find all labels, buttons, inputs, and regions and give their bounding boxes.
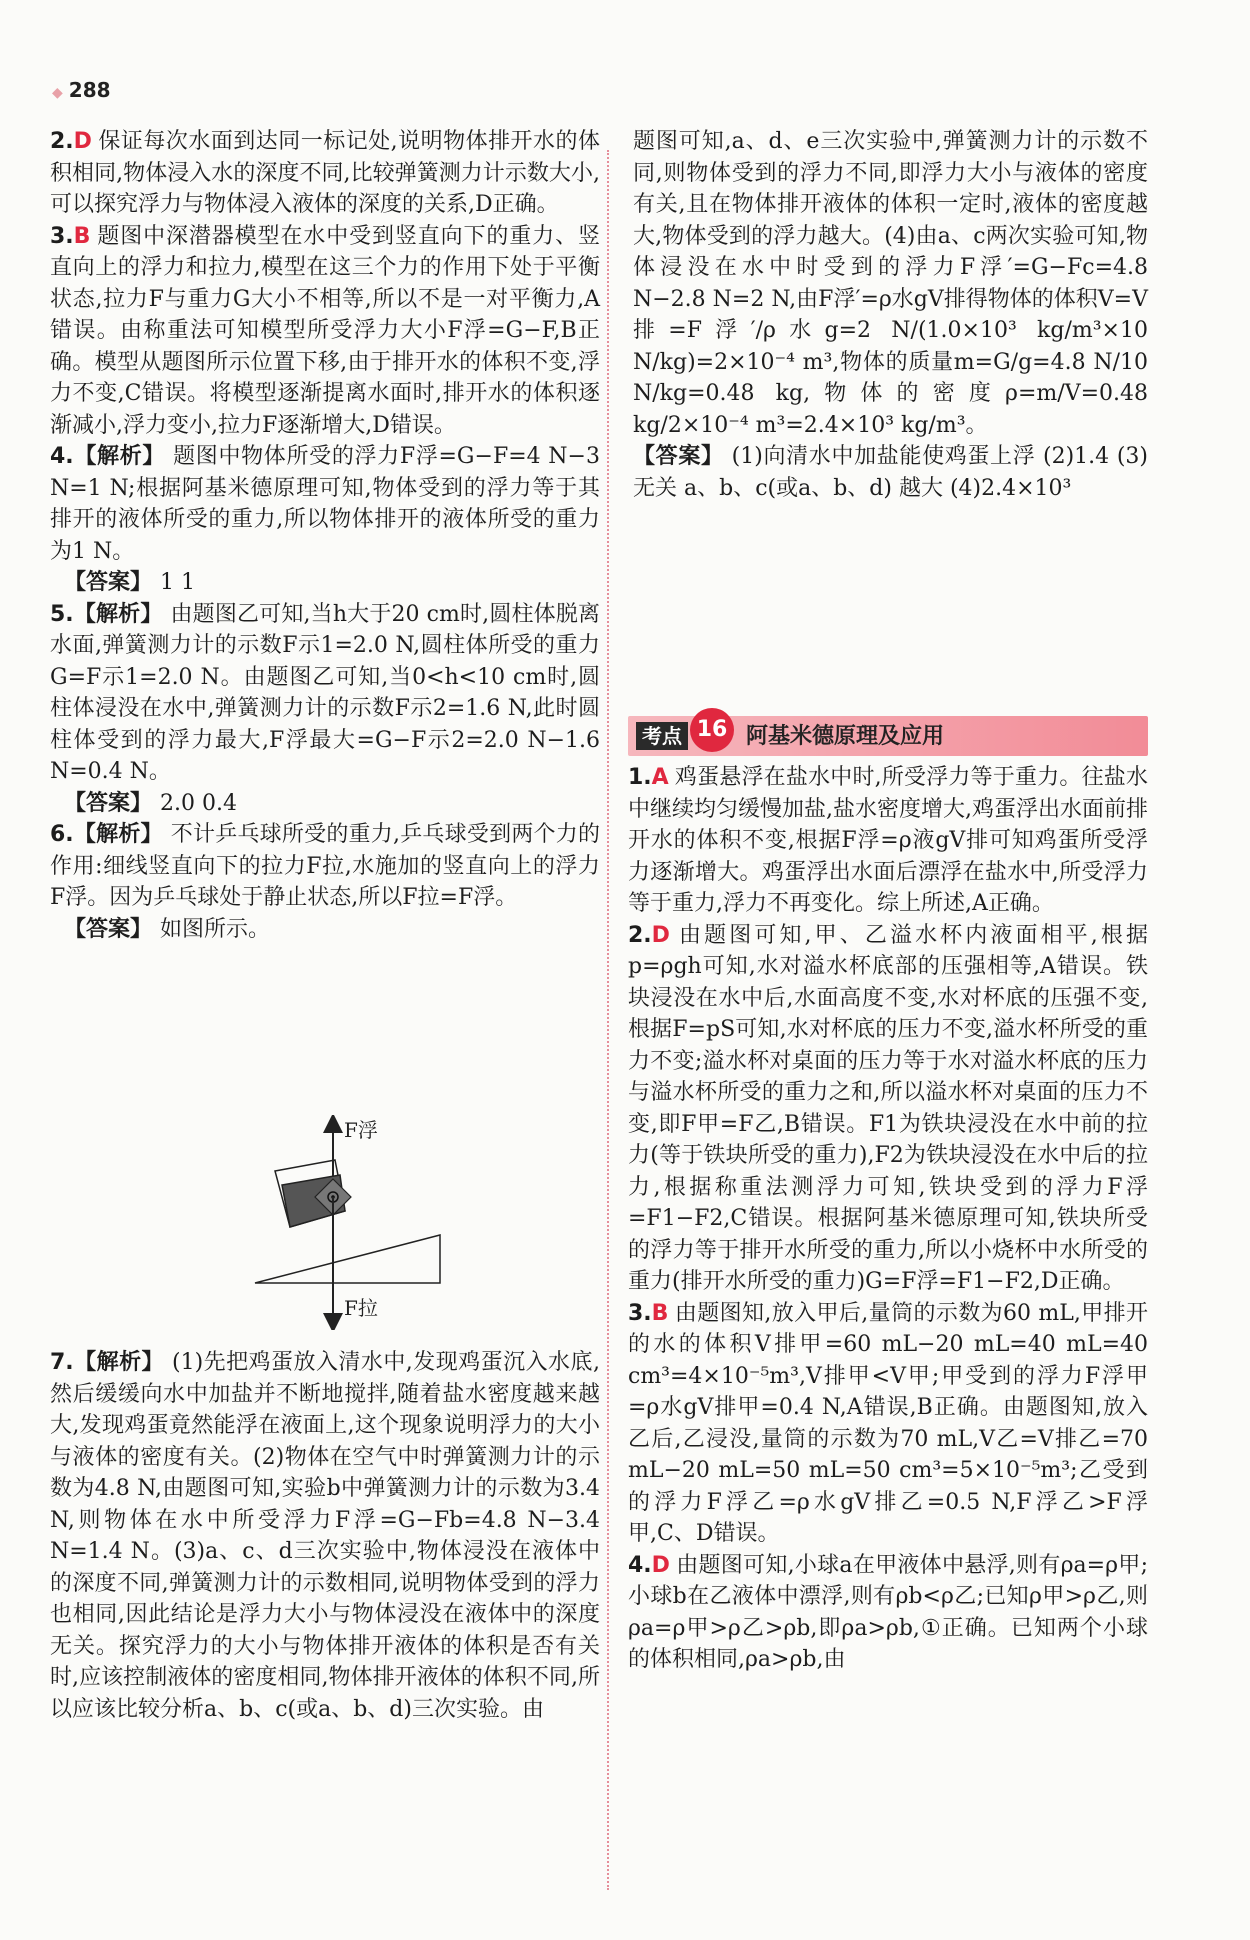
question-16-3: 3.B 由题图知,放入甲后,量筒的示数为60 mL,甲排开的水的体积V排甲=60 mL−20 mL=40 mL=40 cm³=4×10⁻⁵m³,V排甲<V甲;甲受到的浮力F浮甲=ρ水gV排甲=0.4 N,A错误,B正确。由题图知,放入乙后,乙浸没,量筒的示数为70 mL,V乙=V排乙=70 mL−20 mL=50 mL=50 cm³=5×10⁻⁵m³;乙受到的浮力F浮乙=ρ水gV排乙=0.5 N,F浮乙>F浮甲,C、D错误。: [628, 1300, 1148, 1546]
section-header: [628, 716, 1148, 756]
question-7: 7.【解析】 (1)先把鸡蛋放入清水中,发现鸡蛋沉入水底,然后缓缓向水中加盐并不断地搅拌,随着盐水密度越来越大,发现鸡蛋竟然能浮在液面上,这个现象说明浮力的大小与液体的密度有关。(2)物体在空气中时弹簧测力计的示数为4.8 N,由题图可知,实验b中弹簧测力计的示数为3.4 N,则物体在水中所受浮力F浮=G−Fb=4.8 N−3.4 N=1.4 N。(3)a、c、d三次实验中,物体浸没在液体中的深度不同,弹簧测力计的示数相同,说明物体受到的浮力也相同,因此结论是浮力大小与物体浸没在液体中的深度无关。探究浮力的大小与物体排开液体的体积是否有关时,应该控制液体的密度相同,物体排开液体的体积不同,所以应该比较分析a、b、c(或a、b、d)三次实验。由: [50, 1350, 600, 1722]
question-16-1: 1.A 鸡蛋悬浮在盐水中时,所受浮力等于重力。往盐水中继续均匀缓慢加盐,盐水密度增大,鸡蛋浮出水面前排开水的体积不变,根据F浮=ρ液gV排可知鸡蛋所受浮力逐渐增大。鸡蛋浮出水面后漂浮在盐水中,所受浮力等于重力,浮力不再变化。综上所述,A正确。: [628, 765, 1148, 916]
answer-option: B: [651, 1300, 669, 1326]
answer-option: D: [651, 1552, 670, 1578]
answer-4: 【答案】 1 1: [64, 570, 196, 595]
page-number: [52, 78, 111, 102]
right-column-top: [633, 126, 1148, 504]
page-number-text: 288: [68, 78, 111, 102]
answer-7: 【答案】 (1)向清水中加盐能使鸡蛋上浮 (2)1.4 (3)无关 a、b、c(或a、b、d) 越大 (4)2.4×10³: [633, 444, 1148, 501]
question-3: 3.B 题图中深潜器模型在水中受到竖直向下的重力、竖直向上的浮力和拉力,模型在这三个力的作用下处于平衡状态,拉力F与重力G大小不相等,所以不是一对平衡力,A错误。由称重法可知模型所受浮力大小F浮=G−F,B正确。模型从题图所示位置下移,由于排开水的体积不变,浮力不变,C错误。将模型逐渐提离水面时,排开水的体积逐渐减小,浮力变小,拉力F逐渐增大,D错误。: [50, 223, 600, 438]
diamond-icon: ◆: [52, 85, 63, 101]
question-7-continued: 题图可知,a、d、e三次实验中,弹簧测力计的示数不同,则物体受到的浮力不同,即浮力大小与液体的密度有关,且在物体排开液体的体积一定时,液体的密度越大,物体受到的浮力越大。(4)由a、c两次实验可知,物体浸没在水中时受到的浮力F浮′=G−Fc=4.8 N−2.8 N=2 N,由F浮′=ρ水gV排得物体的体积V=V排=F浮′/ρ水g=2 N/(1.0×10³ kg/m³×10 N/kg)=2×10⁻⁴ m³,物体的质量m=G/g=4.8 N/10 N/kg=0.48 kg,物体的密度ρ=m/V=0.48 kg/2×10⁻⁴ m³=2.4×10³ kg/m³。: [633, 129, 1148, 438]
buoyancy-label: F浮: [344, 1118, 378, 1142]
incline: [255, 1235, 440, 1283]
answer-6: 【答案】 如图所示。: [64, 916, 271, 942]
question-5: 5.【解析】 由题图乙可知,当h大于20 cm时,圆柱体脱离水面,弹簧测力计的示数F示1=2.0 N,圆柱体所受的重力G=F示1=2.0 N。由题图乙可知,当0<h<10 cm时,圆柱体浸没在水中,弹簧测力计的示数F示2=1.6 N,此时圆柱体受到的浮力最大,F浮最大=G−F示2=2.0 N−1.6 N=0.4 N。: [50, 601, 600, 784]
question-6: 6.【解析】 不计乒乓球所受的重力,乒乓球受到两个力的作用:细线竖直向下的拉力F拉,水施加的竖直向上的浮力F浮。因为乒乓球处于静止状态,所以F拉=F浮。: [50, 822, 600, 910]
left-column-lower: [50, 1347, 600, 1725]
answer-option: D: [73, 129, 92, 154]
answer-option: B: [73, 223, 91, 249]
answer-option: D: [651, 922, 670, 948]
answer-5: 【答案】 2.0 0.4: [64, 790, 237, 816]
force-diagram: [250, 1115, 550, 1330]
answer-option: A: [651, 765, 669, 790]
question-16-4: 4.D 由题图可知,小球a在甲液体中悬浮,则有ρa=ρ甲;小球b在乙液体中漂浮,则有ρb<ρ乙;已知ρ甲>ρ乙,则ρa=ρ甲>ρ乙>ρb,即ρa>ρb,①正确。已知两个小球的体积相同,ρa>ρb,由: [628, 1552, 1148, 1672]
left-column: [50, 126, 600, 945]
column-divider: [607, 150, 609, 1890]
tension-label: F拉: [344, 1296, 378, 1320]
question-4: 4.【解析】 题图中物体所受的浮力F浮=G−F=4 N−3 N=1 N;根据阿基米德原理可知,物体受到的浮力等于其排开的液体所受的重力,所以物体排开的液体所受的重力为1 N。: [50, 444, 600, 564]
question-16-2: 2.D 由题图可知,甲、乙溢水杯内液面相平,根据p=ρgh可知,水对溢水杯底部的压强相等,A错误。铁块浸没在水中后,水面高度不变,水对杯底的压强不变,根据F=pS可知,水对杯底的压力不变,溢水杯所受的重力不变;溢水杯对桌面的压力等于水对溢水杯底的压力与溢水杯所受的重力之和,所以溢水杯对桌面的压力不变,即F甲=F乙,B错误。F1为铁块浸没在水中前的拉力(等于铁块所受的重力),F2为铁块浸没在水中后的拉力,根据称重法测浮力可知,铁块受到的浮力F浮=F1−F2,C错误。根据阿基米德原理可知,铁块所受的浮力等于排开水所受的重力,所以小烧杯中水所受的重力(排开水所受的重力)G=F浮=F1−F2,D正确。: [628, 922, 1148, 1294]
section-label: 考点: [636, 722, 688, 750]
section-number-badge: 16: [690, 708, 734, 752]
right-column: [628, 762, 1148, 1676]
section-title: 阿基米德原理及应用: [746, 723, 945, 749]
question-2: 2.D 保证每次水面到达同一标记处,说明物体排开水的体积相同,物体浸入水的深度不同,比较弹簧测力计示数大小,可以探究浮力与物体浸入液体的深度的关系,D正确。: [50, 129, 600, 217]
